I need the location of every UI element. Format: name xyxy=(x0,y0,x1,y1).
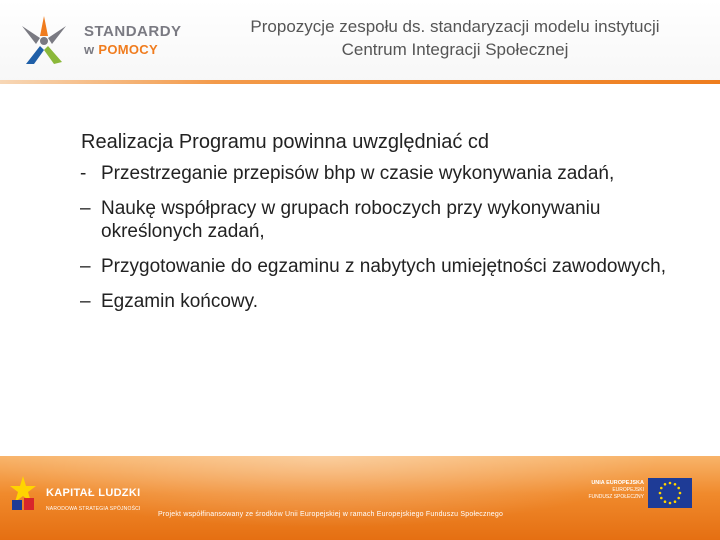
slide-footer xyxy=(0,456,720,540)
star-figure-icon xyxy=(14,12,78,68)
cofinancing-note: Projekt współfinansowany ze środków Unii Europejskiej w ramach Europejskiego Funduszu Społecznego xyxy=(158,511,504,518)
standardy-w-pomocy-logo xyxy=(14,12,184,68)
eu-flag-icon xyxy=(648,478,692,508)
bullet-mark: – xyxy=(80,291,91,312)
eu-label-line3: FUNDUSZ SPOŁECZNY xyxy=(588,494,644,500)
header-title xyxy=(190,15,720,61)
bullet-list xyxy=(80,162,680,325)
content-title: Realizacja Programu powinna uwzględniać cd xyxy=(81,131,489,153)
eu-stars-icon xyxy=(648,478,692,508)
slide-header xyxy=(0,0,720,82)
header-title-line1: Propozycje zespołu ds. standaryzacji modelu instytucji xyxy=(250,17,660,36)
list-item xyxy=(80,197,680,243)
bullet-text: Naukę współpracy w grupach roboczych przy wykonywaniu określonych zadań, xyxy=(101,198,601,242)
list-item xyxy=(80,162,680,185)
logo-text-w: w xyxy=(84,42,95,57)
eu-label-line2: EUROPEJSKI xyxy=(612,487,644,493)
bullet-text: Przygotowanie do egzaminu z nabytych umiejętności zawodowych, xyxy=(101,256,667,277)
bullet-text: Egzamin końcowy. xyxy=(101,291,258,312)
header-divider xyxy=(0,80,720,84)
kapital-ludzki-title: KAPITAŁ LUDZKI xyxy=(46,487,141,499)
kapital-ludzki-subtitle: NARODOWA STRATEGIA SPÓJNOŚCI xyxy=(46,506,141,512)
header-title-line2: Centrum Integracji Społecznej xyxy=(341,40,569,59)
kapital-ludzki-star-icon xyxy=(8,474,38,514)
logo-text-pomocy: POMOCY xyxy=(98,42,158,57)
bullet-mark: - xyxy=(80,163,87,184)
list-item xyxy=(80,290,680,313)
logo-text-w-pomocy xyxy=(84,42,158,57)
bullet-text: Przestrzeganie przepisów bhp w czasie wykonywania zadań, xyxy=(101,163,615,184)
list-item xyxy=(80,255,680,278)
bullet-mark: – xyxy=(80,198,91,219)
kapital-ludzki-logo xyxy=(8,468,158,518)
bullet-mark: – xyxy=(80,256,91,277)
eu-label-line1: UNIA EUROPEJSKA xyxy=(591,480,644,486)
logo-text-standardy: STANDARDY xyxy=(84,23,182,40)
eu-fund-label xyxy=(540,480,644,501)
